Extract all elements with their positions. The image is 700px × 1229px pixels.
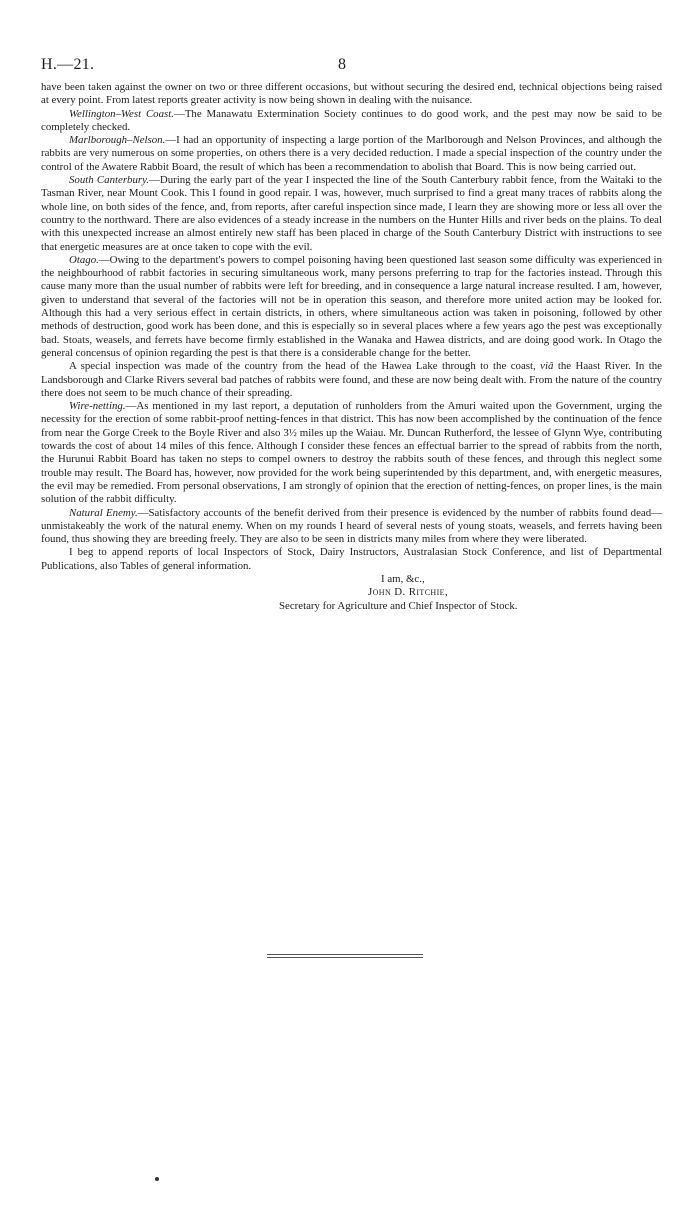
paragraph-text: I beg to append reports of local Inspectors of Stock, Dairy Instructors, Australasian Stock Conference, and list of Departmental Publications, also Tables of general information. xyxy=(41,546,662,572)
paragraph-south-canterbury xyxy=(41,174,662,254)
signatory-name: John D. Ritchie, xyxy=(368,586,449,599)
divider-line xyxy=(267,957,423,958)
signatory-title: Secretary for Agriculture and Chief Inspector of Stock. xyxy=(279,599,518,612)
paragraph-text: —The Manawatu Extermination Society continues to do good work, and the pest may now be said to be completely checked. xyxy=(41,107,662,133)
paragraph-continuation xyxy=(41,81,662,108)
paragraph-text: —I had an opportunity of inspecting a large portion of the Marlborough and Nelson Provinces, and although the rabbits are very numerous on some properties, on others there is a very decided reduction. I made a special inspection of the country under the control of the Awatere Rabbit Board, the result of which has been a recommendation to abolish that Board. This is now being carried out. xyxy=(41,134,662,173)
italic-word: viâ xyxy=(540,360,554,373)
paragraph-text: —As mentioned in my last report, a deputation of runholders from the Amuri waited upon the Government, urging the necessity for the erection of some rabbit-proof netting-fences in that district. This has now been accomplished by the continuation of the fence from near the Gorge Creek to the Boyle River and also xyxy=(41,400,662,439)
section-heading: Otago. xyxy=(69,253,99,266)
paragraph-natural-enemy xyxy=(41,507,662,547)
section-heading: Marlborough–Nelson. xyxy=(69,134,166,147)
paragraph-otago xyxy=(41,254,662,360)
page-header xyxy=(41,56,662,76)
section-heading: Wire-netting. xyxy=(69,400,126,413)
paragraph-wire-netting xyxy=(41,400,662,506)
paragraph-appendix-note xyxy=(41,546,662,573)
paragraph-marlborough-nelson xyxy=(41,134,662,174)
paragraph-text: have been taken against the owner on two or three different occasions, but without securing the desired end, technical objections being raised at every point. From latest reports greater activity is now being shown in dealing with the nuisance. xyxy=(41,81,662,107)
section-end-rule xyxy=(267,954,423,960)
section-heading: Natural Enemy. xyxy=(69,506,138,519)
paragraph-wellington-west-coast xyxy=(41,108,662,135)
paragraph-text: —Satisfactory accounts of the benefit derived from their presence is evidenced by the number of rabbits found dead—unmistakeably the work of the natural enemy. When on my rounds I heard of several nests of young stoats, weasels, and ferrets having been found, thus showing they are breeding freely. They are also to be seen in districts many miles from where they were liberated. xyxy=(41,506,663,546)
paragraph-text: A special inspection was made of the country from the head of the Hawea Lake through to the coast, xyxy=(69,360,536,373)
divider-line xyxy=(267,954,423,955)
miles-figure: 3½ xyxy=(283,426,297,439)
parliamentary-paper-reference: H.—21. xyxy=(41,56,95,73)
paragraph-hawea-inspection xyxy=(41,360,662,400)
page-number: 8 xyxy=(338,56,346,73)
body-text xyxy=(41,81,662,613)
closing-phrase: I am, &c., xyxy=(381,572,425,585)
section-heading: Wellington–West Coast. xyxy=(69,107,174,120)
paragraph-text: miles up the Waiau. Mr. Duncan Rutherford, the lessee of Glynn Wye, contributing towards the cost of about 14 miles of this fence. Although I consider these fences an effectual barrier to the spread of rabbits from the north, the Hurunui Rabbit Board has taken no steps to compel owners to destroy the rabbits south of these fences, and through this neglect some trouble may result. The Board has, however, now provided for the work being superintended by this department, and, with energetic measures, the evil may be remedied. From personal observations, I am strongly of opinion that the erection of netting-fences, on proper lines, is the main solution of the rabbit difficulty. xyxy=(41,426,662,506)
paragraph-text: the Haast River. In the Landsborough and Clarke Rivers several bad patches of rabbits were found, and these are now being dealt with. From the nature of the country there does not seem to be much chance of their spreading. xyxy=(41,360,662,399)
paragraph-text: —During the early part of the year I inspected the line of the South Canterbury rabbit fence, from the Waitaki to the Tasman River, near Mount Cook. This I found in good repair. I was, however, much surprised to find a great many traces of rabbits along the whole line, on both sides of the fence, and, from reports, after careful inspection since made, I learn they are showing more or less all over the country to the northward. There are also evidences of a steady increase in the numbers on the Hunter Hills and river beds on the plains. To deal with this unexpected increase an almost entirely new staff has been placed in charge of the South Canterbury District with instructions to see that energetic measures are at once taken to cope with the evil. xyxy=(41,174,662,253)
section-heading: South Canterbury. xyxy=(69,174,150,187)
printer-mark xyxy=(155,1177,159,1181)
signature-block xyxy=(41,573,662,613)
paragraph-text: —Owing to the department's powers to compel poisoning having been questioned last season some difficulty was experienced in the neighbourhood of rabbit factories in securing simultaneous work, many persons preferring to trap for the factories instead. Through this cause many more than the usual number of rabbits were left for breeding, and in consequence a large natural increase resulted. I am, however, given to understand that several of the factories will not be in operation this season, and therefore more united action may be looked for. Although this had a very serious effect in certain districts, in others, where simultaneous action was taken in poisoning, followed by other methods of destruction, good work has been done, and this is especially so in several places where a few years ago the pest was exceptionally bad. Stoats, weasels, and ferrets have become firmly established in the Wanaka and Hawea districts, and are doing good work. In Otago the general concensus of opinion regarding the pest is that there is a considerable change for the better. xyxy=(41,253,662,359)
